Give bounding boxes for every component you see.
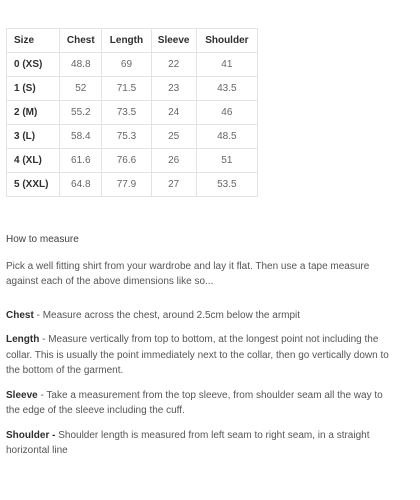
sleeve-cell: 26 xyxy=(151,149,196,173)
shoulder-cell: 41 xyxy=(196,53,257,77)
sleeve-cell: 23 xyxy=(151,77,196,101)
shoulder-cell: 46 xyxy=(196,101,257,125)
measure-item-shoulder xyxy=(6,428,398,459)
sleeve-cell: 24 xyxy=(151,101,196,125)
chest-cell: 61.6 xyxy=(60,149,102,173)
table-row xyxy=(7,149,258,173)
measuring-guide xyxy=(6,232,398,468)
measure-description: Measure across the chest, around 2.5cm below the armpit xyxy=(42,309,301,321)
size-cell: 5 (XXL) xyxy=(7,173,60,197)
column-header-chest: Chest xyxy=(60,29,102,53)
measure-item-chest xyxy=(6,308,398,324)
measure-term: Sleeve xyxy=(6,389,38,401)
measure-separator: - xyxy=(37,389,47,401)
chest-cell: 58.4 xyxy=(60,125,102,149)
table-row xyxy=(7,77,258,101)
measuring-guide-heading: How to measure xyxy=(6,234,79,245)
table-row xyxy=(7,173,258,197)
length-cell: 77.9 xyxy=(102,173,151,197)
measure-term: Length xyxy=(6,334,40,345)
sleeve-cell: 22 xyxy=(151,53,196,77)
chest-cell: 48.8 xyxy=(60,53,102,77)
measure-description: Take a measurement from the top sleeve, from shoulder seam all the way to the edge of the sleeve including the cuff. xyxy=(6,389,383,416)
shoulder-cell: 53.5 xyxy=(196,173,257,197)
measure-item-sleeve xyxy=(6,388,398,419)
measure-description: Measure vertically from top to bottom, at the longest point not including the collar. This is usually the point immediately next to the collar, then go vertically down to the bottom of the garment. xyxy=(6,334,389,376)
table-row xyxy=(7,53,258,77)
measure-separator: - xyxy=(39,334,49,345)
chest-cell: 52 xyxy=(60,77,102,101)
measure-item-length xyxy=(6,332,398,379)
length-cell: 73.5 xyxy=(102,101,151,125)
measure-separator: - xyxy=(33,309,43,321)
measure-term: Chest xyxy=(6,309,34,321)
shoulder-cell: 51 xyxy=(196,149,257,173)
size-cell: 0 (XS) xyxy=(7,53,60,77)
size-chart-table xyxy=(6,28,258,197)
shoulder-cell: 48.5 xyxy=(196,125,257,149)
length-cell: 69 xyxy=(102,53,151,77)
length-cell: 75.3 xyxy=(102,125,151,149)
shoulder-cell: 43.5 xyxy=(196,77,257,101)
size-cell: 3 (L) xyxy=(7,125,60,149)
column-header-length: Length xyxy=(102,29,151,53)
sleeve-cell: 25 xyxy=(151,125,196,149)
length-cell: 71.5 xyxy=(102,77,151,101)
column-header-size: Size xyxy=(7,29,60,53)
size-chart-header-row xyxy=(7,29,258,53)
size-cell: 2 (M) xyxy=(7,101,60,125)
measuring-guide-intro: Pick a well fitting shirt from your wardrobe and lay it flat. Then use a tape measure against each of the above dimensions like so... xyxy=(6,260,370,287)
chest-cell: 64.8 xyxy=(60,173,102,197)
size-cell: 4 (XL) xyxy=(7,149,60,173)
sleeve-cell: 27 xyxy=(151,173,196,197)
size-cell: 1 (S) xyxy=(7,77,60,101)
table-row xyxy=(7,125,258,149)
measure-term: Shoulder - xyxy=(6,429,59,441)
table-row xyxy=(7,101,258,125)
column-header-shoulder: Shoulder xyxy=(196,29,257,53)
length-cell: 76.6 xyxy=(102,149,151,173)
column-header-sleeve: Sleeve xyxy=(151,29,196,53)
measure-description: Shoulder length is measured from left seam to right seam, in a straight horizontal line xyxy=(6,429,370,456)
chest-cell: 55.2 xyxy=(60,101,102,125)
